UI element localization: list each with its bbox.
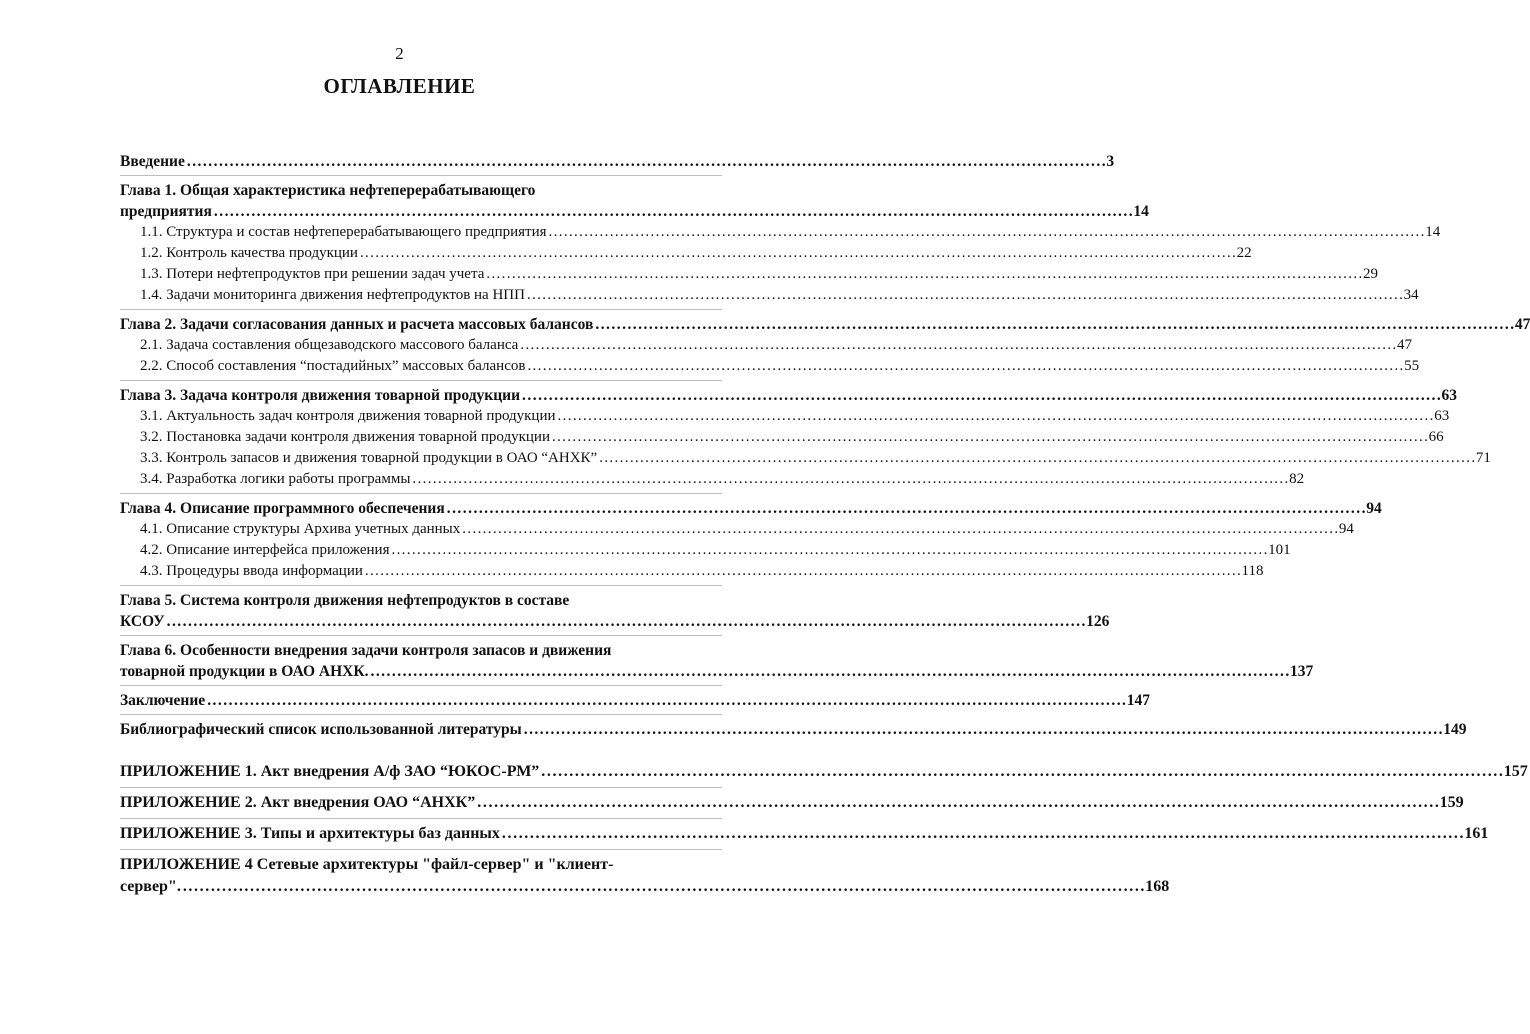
toc-page-number: 157 — [1503, 763, 1528, 780]
leader-dots — [527, 285, 1402, 306]
leader-dots — [502, 823, 1462, 845]
toc-page-number: 3 — [1106, 153, 1115, 170]
toc-entry-chapter-5[interactable] — [120, 611, 1110, 632]
toc-page-number: 147 — [1126, 692, 1150, 709]
toc-page-number: 29 — [1363, 266, 1379, 282]
toc-page-number: 161 — [1464, 825, 1489, 842]
page-title: ОГЛАВЛЕНИЕ — [323, 74, 476, 98]
leader-dots — [360, 243, 1235, 264]
leader-dots — [183, 876, 1143, 898]
toc-page-number: 47 — [1397, 337, 1412, 353]
toc-entry-label: ПРИЛОЖЕНИЕ 1. Акт внедрения А/ф ЗАО “ЮКОС-РМ” — [120, 763, 540, 780]
toc-entry-label: Заключение — [120, 692, 206, 709]
toc-entry-section-4-2[interactable] — [120, 540, 1291, 561]
toc-entry-label: предприятия — [120, 203, 212, 220]
toc-bibliography-block — [120, 715, 1467, 743]
toc-appendix-4-block — [120, 850, 1170, 902]
leader-dots — [527, 356, 1402, 377]
toc-entry-section-3-1[interactable] — [120, 406, 1450, 427]
toc-entry-appendix-3[interactable] — [120, 823, 1489, 845]
toc-entry-label: 1.4. Задачи мониторинга движения нефтепродуктов на НПП — [140, 287, 525, 303]
toc-entry-label: 2.2. Способ составления “постадийных” массовых балансов — [140, 358, 526, 374]
toc-entry-label: ПРИЛОЖЕНИЕ 3. Типы и архитектуры баз данных — [120, 825, 500, 842]
toc-entry-bibliography[interactable] — [120, 719, 1467, 740]
toc-page-number: 34 — [1403, 287, 1419, 303]
leader-dots — [541, 761, 1501, 783]
toc-entry-label: 2.1. Задача составления общезаводского массового баланса — [140, 337, 519, 353]
toc-page-number: 63 — [1441, 387, 1458, 404]
toc-entry-label: 3.3. Контроль запасов и движения товарной продукции в ОАО “АНХК” — [140, 450, 598, 466]
toc-entry-section-2-1[interactable] — [120, 335, 1412, 356]
toc-page-number: 168 — [1145, 878, 1170, 895]
toc-chapter-5-block — [120, 586, 1110, 636]
toc-entry-chapter-4[interactable] — [120, 498, 1382, 519]
toc-chapter-title-line: Глава 1. Общая характеристика нефтеперерабатывающего — [120, 182, 536, 199]
toc-entry-section-3-4[interactable] — [120, 469, 1305, 490]
toc-page-number: 22 — [1236, 245, 1252, 261]
toc-entry-label: товарной продукции в ОАО АНХК. — [120, 663, 369, 680]
toc-chapter-6-block — [120, 636, 1314, 686]
leader-dots — [391, 540, 1266, 561]
toc-entry-intro[interactable] — [120, 151, 1115, 172]
toc-chapter-title-line: Глава 6. Особенности внедрения задачи контроля запасов и движения — [120, 642, 612, 659]
toc-page-number: 94 — [1338, 521, 1354, 537]
toc-page-number: 159 — [1439, 794, 1464, 811]
toc-entry-label: 4.1. Описание структуры Архива учетных данных — [140, 521, 461, 537]
leader-dots — [207, 690, 1125, 711]
toc-entry-label: 1.3. Потери нефтепродуктов при решении задач учета — [140, 266, 485, 282]
toc-page-number: 63 — [1434, 408, 1450, 424]
toc-entry-label: 4.3. Процедуры ввода информации — [140, 563, 363, 579]
toc-entry-appendix-2[interactable] — [120, 792, 1464, 814]
toc-entry-label: ПРИЛОЖЕНИЕ 2. Акт внедрения ОАО “АНХК” — [120, 794, 476, 811]
toc-entry-appendix-4[interactable] — [120, 876, 1170, 898]
toc-entry-label: сервер". — [120, 878, 181, 895]
leader-dots — [462, 519, 1337, 540]
toc-entry-label: 1.2. Контроль качества продукции — [140, 245, 358, 261]
toc-entry-label: Глава 2. Задачи согласования данных и расчета массовых балансов — [120, 316, 594, 333]
leader-dots — [486, 264, 1361, 285]
toc-entry-conclusion[interactable] — [120, 690, 1150, 711]
leader-dots — [595, 314, 1513, 335]
toc-entry-label: Библиографический список использованной литературы — [120, 721, 522, 738]
leader-dots — [477, 792, 1437, 814]
leader-dots — [524, 719, 1442, 740]
leader-dots — [365, 561, 1240, 582]
toc-page-number: 118 — [1241, 563, 1264, 579]
toc-entry-label: 3.2. Постановка задачи контроля движения товарной продукции — [140, 429, 550, 445]
table-of-contents — [120, 147, 1530, 902]
leader-dots — [520, 335, 1395, 356]
toc-chapter-title-line: ПРИЛОЖЕНИЕ 4 Сетевые архитектуры "файл-сервер" и "клиент- — [120, 856, 614, 873]
toc-entry-section-4-3[interactable] — [120, 561, 1264, 582]
page-number: 2 — [395, 44, 404, 63]
toc-entry-section-4-1[interactable] — [120, 519, 1354, 540]
toc-page-number: 55 — [1404, 358, 1420, 374]
toc-entry-label: 3.4. Разработка логики работы программы — [140, 471, 411, 487]
leader-dots — [167, 611, 1085, 632]
toc-chapter-1-block — [120, 176, 1441, 310]
leader-dots — [214, 201, 1132, 222]
leader-dots — [552, 427, 1427, 448]
toc-entry-chapter-6[interactable] — [120, 661, 1314, 682]
toc-chapter-2-block — [120, 310, 1530, 381]
toc-entry-section-3-2[interactable] — [120, 427, 1444, 448]
toc-entry-chapter-1[interactable] — [120, 201, 1149, 222]
toc-entry-section-1-3[interactable] — [120, 264, 1379, 285]
toc-entry-label: Глава 3. Задача контроля движения товарной продукции — [120, 387, 521, 404]
toc-appendix-2-block — [120, 788, 1464, 819]
toc-entry-chapter-2[interactable] — [120, 314, 1530, 335]
toc-page-number: 82 — [1289, 471, 1305, 487]
toc-intro-block — [120, 147, 1115, 176]
toc-page-number: 47 — [1514, 316, 1530, 333]
toc-entry-section-1-1[interactable] — [120, 222, 1441, 243]
toc-entry-appendix-1[interactable] — [120, 761, 1528, 783]
toc-page-number: 137 — [1290, 663, 1314, 680]
toc-page-number: 126 — [1086, 613, 1110, 630]
toc-appendix-1-block — [120, 757, 1528, 788]
toc-page-number: 14 — [1133, 203, 1149, 220]
toc-entry-chapter-3[interactable] — [120, 385, 1458, 406]
toc-entry-section-2-2[interactable] — [120, 356, 1420, 377]
leader-dots — [370, 661, 1288, 682]
toc-chapter-3-block — [120, 381, 1491, 494]
toc-page-number: 149 — [1443, 721, 1467, 738]
toc-page-number: 101 — [1268, 542, 1291, 558]
toc-conclusion-block — [120, 686, 1150, 715]
leader-dots — [447, 498, 1365, 519]
toc-page-number: 14 — [1425, 224, 1441, 240]
toc-page-number: 71 — [1475, 450, 1491, 466]
leader-dots — [599, 448, 1474, 469]
toc-entry-label: 4.2. Описание интерфейса приложения — [140, 542, 390, 558]
toc-entry-label: 3.1. Актуальность задач контроля движения товарной продукции — [140, 408, 556, 424]
spacer — [120, 743, 722, 757]
leader-dots — [412, 469, 1287, 490]
toc-page-number: 66 — [1428, 429, 1444, 445]
toc-entry-label: Введение — [120, 153, 185, 170]
leader-dots — [558, 406, 1433, 427]
leader-dots — [549, 222, 1424, 243]
toc-entry-label: Глава 4. Описание программного обеспечения — [120, 500, 445, 517]
leader-dots — [187, 151, 1105, 172]
toc-entry-section-1-4[interactable] — [120, 285, 1419, 306]
toc-entry-label: КСОУ — [120, 613, 165, 630]
toc-chapter-title-line: Глава 5. Система контроля движения нефтепродуктов в составе — [120, 592, 570, 609]
toc-entry-section-3-3[interactable] — [120, 448, 1491, 469]
toc-page-number: 94 — [1366, 500, 1382, 517]
toc-entry-label: 1.1. Структура и состав нефтеперерабатывающего предприятия — [140, 224, 547, 240]
toc-chapter-4-block — [120, 494, 1382, 586]
leader-dots — [522, 385, 1440, 406]
toc-entry-section-1-2[interactable] — [120, 243, 1252, 264]
toc-appendix-3-block — [120, 819, 1489, 850]
